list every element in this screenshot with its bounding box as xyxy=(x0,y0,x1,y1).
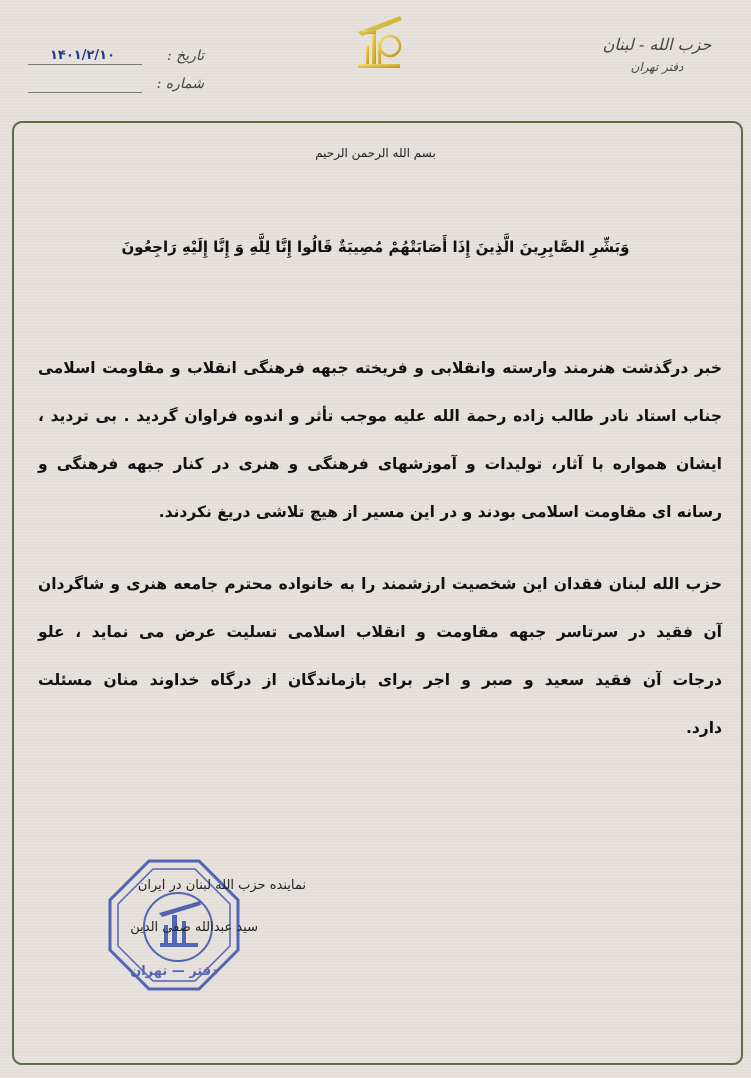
paragraph-line: رسانه ای مقاومت اسلامی بودند و در این مسیر از هیچ تلاشی دریغ نکردند. xyxy=(158,503,722,521)
office-name: دفتر تهران xyxy=(630,60,684,74)
paragraph-line: خبر درگذشت هنرمند وارسته وانقلابی و فریخته جبهه فرهنگی انقلاب و مقاومت اسلامی xyxy=(38,359,722,377)
paragraph-line: درجات آن فقید سعید و صبر و اجر برای بازماندگان از درگاه خداوند منان مسئلت xyxy=(38,671,722,689)
date-label: تاریخ : xyxy=(166,48,204,64)
date-underline xyxy=(28,64,142,65)
date-number-block xyxy=(24,44,204,104)
date-value: ۱۴۰۱/۲/۱۰ xyxy=(50,48,116,63)
paragraph-line: ایشان همواره با آثار، تولیدات و آموزشهای فرهنگی و هنری در کنار جبهه فرهنگی و xyxy=(38,455,722,473)
number-label: شماره : xyxy=(156,76,204,92)
paragraph-line: آن فقید در سرتاسر جبهه مقاومت و انقلاب اسلامی تسلیت عرض می نماید ، علو xyxy=(38,623,722,641)
signatory-title: نماینده حزب الله لبنان در ایران xyxy=(137,878,306,893)
date-row xyxy=(24,48,204,68)
signatory-name: سید عبدالله صفی الدین xyxy=(130,920,258,935)
condolence-paragraph-1 xyxy=(38,344,722,536)
organization-letterhead xyxy=(577,34,737,76)
basmala: بسم الله الرحمن الرحیم xyxy=(315,146,436,160)
quran-verse: وَبَشِّرِ الصَّابِرِینَ الَّذِینَ إِذَا أَصَابَتْهُمْ مُصِیبَةٌ قَالُوا إِنَّا لِلَّهِ وَ إِنَّا إِلَیْهِ رَاجِعُونَ xyxy=(121,238,630,256)
condolence-paragraph-2 xyxy=(38,560,722,752)
svg-text:دفتر — تهران: دفتر — تهران xyxy=(130,964,218,979)
organization-name: حزب الله - لبنان xyxy=(602,35,712,54)
number-row xyxy=(24,76,204,96)
paragraph-line: حزب الله لبنان فقدان این شخصیت ارزشمند را به خانواده محترم جامعه هنری و شاگردان xyxy=(38,575,722,593)
emblem-logo-icon xyxy=(350,10,410,72)
paragraph-line: دارد. xyxy=(685,719,722,737)
number-underline xyxy=(28,92,142,93)
paragraph-line: جناب استاد نادر طالب زاده رحمة الله علیه موجب تأثر و اندوه فراوان گردید . بی تردید ، xyxy=(38,407,722,425)
